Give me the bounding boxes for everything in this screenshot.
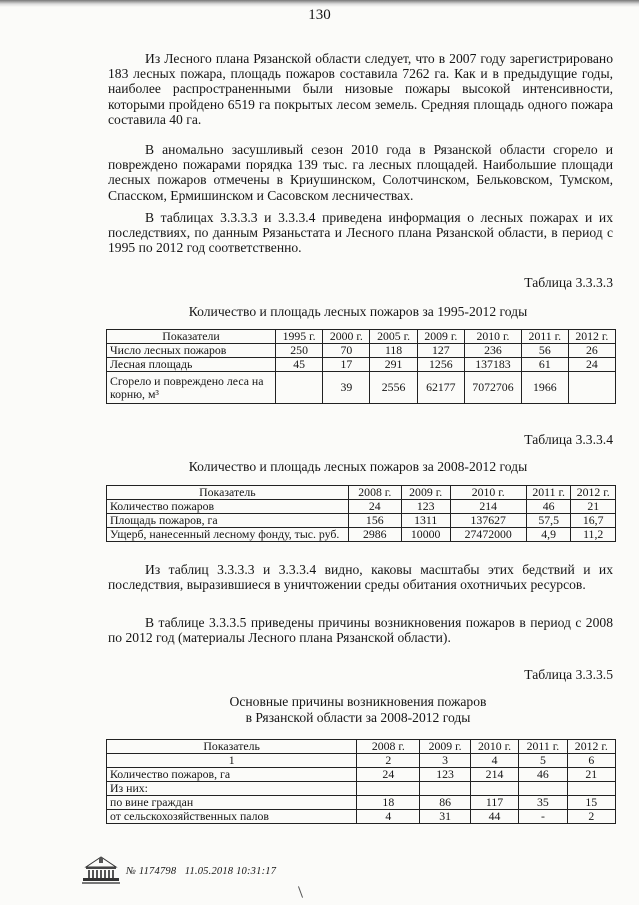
- table-row: Число лесных пожаров 250 70 118 127 236 56 26: [107, 344, 616, 358]
- table-row: Из них:: [107, 782, 616, 796]
- scan-mark: [298, 886, 303, 898]
- scan-edge: [0, 0, 639, 7]
- government-building-logo: [80, 855, 122, 890]
- document-registration: [126, 866, 276, 877]
- table-header-row: Показатель 2008 г. 2009 г. 2010 г. 2011 г. 2012 г.: [107, 740, 616, 754]
- table-fire-causes-2008-2012: [106, 739, 616, 824]
- table-title-line-2: в Рязанской области за 2008-2012 годы: [245, 710, 471, 725]
- table-label-3-3-3-4: Таблица 3.3.3.4: [524, 432, 613, 447]
- paragraph-4: Из таблиц 3.3.3.3 и 3.3.3.4 видно, каковы масштабы этих бедствий и их последствия, выразившиеся в уничтожении среды обитания охотничьих ресурсов.: [108, 562, 613, 593]
- page-number: 130: [308, 7, 331, 23]
- table-row: Ущерб, нанесенный лесному фонду, тыс. руб. 2986 10000 27472000 4,9 11,2: [107, 528, 616, 542]
- paragraph-5: В таблице 3.3.3.5 приведены причины возникновения пожаров в период с 2008 по 2012 год (материалы Лесного плана Рязанской области).: [108, 615, 613, 646]
- table-title-3-3-3-4: Количество и площадь лесных пожаров за 2008-2012 годы: [188, 459, 528, 474]
- paragraph-3: В таблицах 3.3.3.3 и 3.3.3.4 приведена информация о лесных пожарах и их последствиях, по данным Рязаньстата и Лесного плана Рязанской области, в период с 1995 по 2012 год соответственно.: [108, 210, 613, 256]
- table-row: от сельскохозяйственных палов 4 31 44 - 2: [107, 810, 616, 824]
- paragraph-2: В аномально засушливый сезон 2010 года в Рязанской области сгорело и повреждено пожарами порядка 139 тыс. га лесных площадей. Наибольшие площади лесных пожаров отмечены в Криушинском, Солотчинском, Бельковском, Тумском, Спасском, Ермишинском и Сасовском лесничествах.: [108, 142, 613, 203]
- table-fires-1995-2012: [106, 329, 616, 404]
- table-title-3-3-3-5: [100, 694, 616, 726]
- table-row: по вине граждан 18 86 117 35 15: [107, 796, 616, 810]
- table-header-row: Показатели 1995 г. 2000 г. 2005 г. 2009 г. 2010 г. 2011 г. 2012 г.: [107, 330, 616, 344]
- table-title-line-1: Основные причины возникновения пожаров: [229, 694, 487, 709]
- table-fires-2008-2012: [106, 485, 616, 542]
- table-row: Количество пожаров 24 123 214 46 21: [107, 500, 616, 514]
- paragraph-1: Из Лесного плана Рязанской области следует, что в 2007 году зарегистрировано 183 лесных пожара, площадь пожаров составила 7262 га. Как и в предыдущие годы, наиболее распространенными были низовые пожары высокой интенсивности, которыми пройдено 6519 га покрытых лесом земель. Средняя площадь одного пожара составила 40 га.: [108, 51, 613, 127]
- table-label-3-3-3-3: Таблица 3.3.3.3: [524, 275, 613, 290]
- table-label-3-3-3-5: Таблица 3.3.3.5: [524, 667, 613, 682]
- table-row: Количество пожаров, га 24 123 214 46 21: [107, 768, 616, 782]
- table-header-row: Показатель 2008 г. 2009 г. 2010 г. 2011 г. 2012 г.: [107, 486, 616, 500]
- document-number: № 1174798: [126, 866, 177, 877]
- table-title-3-3-3-3: Количество и площадь лесных пожаров за 1995-2012 годы: [188, 304, 528, 319]
- document-timestamp: 11.05.2018 10:31:17: [184, 866, 277, 877]
- table-number-row: 1 2 3 4 5 6: [107, 754, 616, 768]
- table-row: Площадь пожаров, га 156 1311 137627 57,5 16,7: [107, 514, 616, 528]
- table-row: Сгорело и повреждено леса на корню, м³ 39 2556 62177 7072706 1966: [107, 372, 616, 404]
- table-row: Лесная площадь 45 17 291 1256 137183 61 24: [107, 358, 616, 372]
